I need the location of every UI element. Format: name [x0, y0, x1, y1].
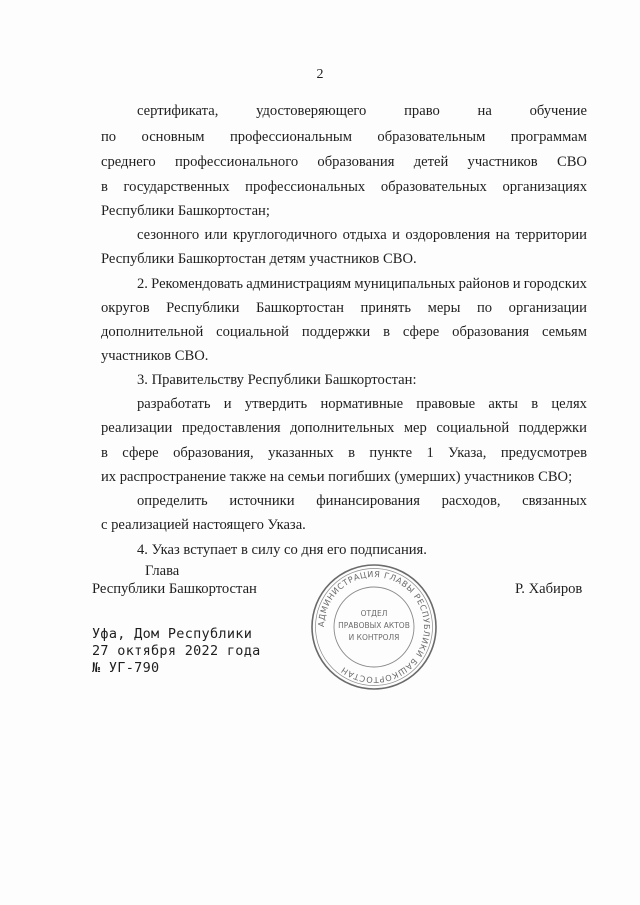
body-line [101, 128, 587, 146]
body-line [137, 492, 587, 510]
body-word: СВО [556, 154, 587, 170]
body-word: в [383, 324, 390, 340]
body-word: или [204, 227, 228, 243]
body-line [101, 178, 587, 196]
body-line [137, 275, 587, 293]
body-word: в [348, 445, 355, 461]
body-word: образовательным [377, 129, 486, 145]
body-word: правовые [416, 396, 476, 412]
body-line [101, 419, 587, 437]
body-word: территории [515, 227, 587, 243]
body-word: участников [467, 154, 538, 170]
body-word: округов [101, 300, 150, 316]
body-word: меры [427, 300, 461, 316]
body-word: социальной [436, 420, 510, 436]
body-line: Республики Башкортостан детям участников СВО. [101, 251, 417, 267]
body-word: Республики [166, 300, 240, 316]
body-word: круглогодичного [232, 227, 338, 243]
signing-place: Уфа, Дом Республики [92, 626, 253, 642]
body-word: финансирования [316, 493, 420, 509]
body-word: расходов, [441, 493, 501, 509]
body-word: оздоровления [405, 227, 491, 243]
body-word: на [477, 103, 492, 119]
body-word: социальной [216, 324, 289, 340]
body-line: их распространение также на семьи погибших (умерших) участников СВО; [101, 469, 573, 485]
body-word: основным [141, 129, 205, 145]
body-word: целях [551, 396, 587, 412]
body-word: дополнительной [101, 324, 204, 340]
stamp-center-line-1: ОТДЕЛ [360, 609, 388, 618]
body-word: Башкортостан [255, 300, 344, 316]
body-word: программам [510, 129, 587, 145]
body-word: государственных [123, 179, 230, 195]
body-word: отдыха [342, 227, 387, 243]
body-word: сфере [122, 445, 159, 461]
body-word: сфере [402, 324, 440, 340]
body-word: пункте [369, 445, 413, 461]
body-word: и [392, 227, 400, 243]
body-word: профессиональных [245, 179, 366, 195]
body-word: источники [229, 493, 295, 509]
body-line: участников СВО. [101, 348, 209, 364]
body-line [137, 395, 587, 413]
body-word: Рекомендовать [151, 276, 244, 292]
body-word: в [101, 179, 108, 195]
body-word: и [512, 276, 521, 292]
body-word: городских [523, 276, 587, 292]
body-word: и [223, 396, 232, 412]
body-word: утвердить [244, 396, 308, 412]
body-line: Республики Башкортостан; [101, 203, 270, 219]
body-word: районов [458, 276, 510, 292]
signatory-name: Р. Хабиров [515, 581, 583, 597]
body-word: образования [317, 154, 395, 170]
body-line: 3. Правительству Республики Башкортостан: [137, 372, 417, 388]
body-word: сертификата, [137, 103, 219, 119]
body-word: право [404, 103, 440, 119]
body-word: сезонного [137, 227, 200, 243]
body-word: мер [403, 420, 427, 436]
body-word: в [101, 445, 108, 461]
body-line [101, 299, 587, 317]
stamp-center-line-2: ПРАВОВЫХ АКТОВ [338, 621, 410, 630]
page-number: 2 [316, 67, 324, 82]
body-word: связанных [522, 493, 587, 509]
body-word: образования, [173, 445, 254, 461]
body-word: организациях [502, 179, 587, 195]
body-word: по [101, 129, 117, 145]
body-line [137, 226, 587, 244]
body-word: поддержки [301, 324, 371, 340]
body-word: муниципальных [354, 276, 456, 292]
body-word: нормативные [320, 396, 404, 412]
body-word: профессиональным [229, 129, 352, 145]
body-line [101, 444, 587, 462]
body-word: профессионального [174, 154, 299, 170]
body-word: разработать [137, 396, 211, 412]
stamp-center-line-3: И КОНТРОЛЯ [348, 633, 400, 642]
decree-number: № УГ-790 [92, 660, 160, 676]
body-word: удостоверяющего [256, 103, 367, 119]
body-line [101, 323, 587, 341]
body-line: 4. Указ вступает в силу со дня его подписания. [137, 542, 427, 558]
body-word: принять [360, 300, 412, 316]
signatory-title-line2: Республики Башкортостан [92, 581, 257, 597]
body-word: администрациям [246, 276, 352, 292]
body-word: предусмотрев [500, 445, 587, 461]
stamp-ring-text: АДМИНИСТРАЦИЯ ГЛАВЫ РЕСПУБЛИКИ БАШКОРТОСТАН [315, 568, 433, 686]
body-word: предоставления [181, 420, 281, 436]
body-word: дополнительных [290, 420, 395, 436]
body-word: обучение [529, 103, 587, 119]
body-line [137, 102, 587, 120]
body-word: 2. [137, 276, 148, 292]
body-word: по [476, 300, 493, 316]
signing-date: 27 октября 2022 года [92, 643, 261, 659]
body-line: с реализацией настоящего Указа. [101, 517, 306, 533]
body-word: среднего [101, 154, 156, 170]
body-word: на [495, 227, 510, 243]
body-word: реализации [101, 420, 173, 436]
body-word: определить [137, 493, 208, 509]
body-word: в [531, 396, 539, 412]
body-word: семьям [542, 324, 587, 340]
body-word: Указа, [448, 445, 487, 461]
body-word: образования [452, 324, 530, 340]
body-word: 1 [426, 445, 434, 461]
signatory-title-line1: Глава [145, 563, 180, 579]
body-word: образовательных [380, 179, 487, 195]
body-word: поддержки [518, 420, 587, 436]
official-seal-stamp [309, 562, 439, 692]
body-word: акты [488, 396, 518, 412]
body-line [101, 153, 587, 171]
body-word: детей [413, 154, 449, 170]
body-word: организации [508, 300, 587, 316]
body-word: указанных [268, 445, 334, 461]
